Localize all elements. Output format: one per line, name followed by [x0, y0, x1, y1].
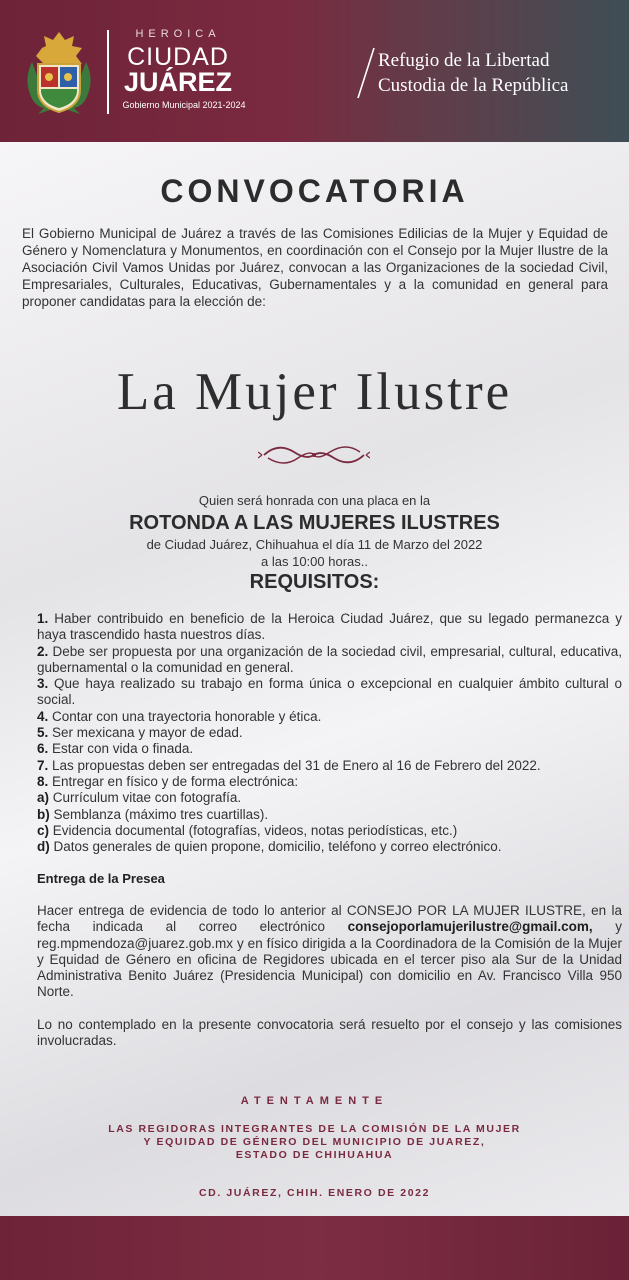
- list-item: [37, 790, 622, 806]
- delivery-heading: Entrega de la Presea: [37, 871, 165, 886]
- requirements-title: REQUISITOS:: [249, 571, 380, 593]
- motto-line-2: Custodia de la República: [378, 75, 569, 96]
- list-item: [37, 611, 622, 644]
- slash-divider-icon: [354, 46, 378, 100]
- ceremony-venue: ROTONDA A LAS MUJERES ILUSTRES: [129, 512, 500, 534]
- signature-line-3: ESTADO DE CHIHUAHUA: [235, 1149, 394, 1161]
- item-number: 5.: [37, 725, 49, 741]
- item-text: Ser mexicana y mayor de edad.: [52, 725, 243, 741]
- footer-band: [0, 1216, 629, 1280]
- award-title: La Mujer Ilustre: [116, 363, 513, 421]
- signature-line-1: LAS REGIDORAS INTEGRANTES DE LA COMISIÓN DE LA MUJER: [108, 1123, 521, 1135]
- brand-divider: [107, 30, 109, 114]
- header-banner: [0, 0, 629, 142]
- item-text: Haber contribuido en beneficio de la Heroica Ciudad Juárez, que su legado permanezca y haya trascendido hasta nuestros días.: [37, 611, 622, 643]
- requirements-list: [37, 611, 622, 855]
- ornament-flourish-icon: [258, 438, 370, 472]
- motto-line-1: Refugio de la Libertad: [378, 50, 550, 71]
- item-text: Evidencia documental (fotografías, videos, notas periodísticas, etc.): [52, 822, 458, 838]
- ceremony-time: a las 10:00 horas..: [261, 554, 368, 569]
- brand-subtitle: Gobierno Municipal 2021-2024: [122, 100, 246, 110]
- item-text: Que haya realizado su trabajo en forma única o excepcional en cualquier ámbito cultural o social.: [37, 676, 622, 708]
- list-item: [37, 725, 622, 741]
- item-letter: b): [37, 806, 50, 822]
- list-item: [37, 676, 622, 709]
- intro-paragraph: El Gobierno Municipal de Juárez a través de las Comisiones Edilicias de la Mujer y Equidad de Género y Nomenclatura y Monumentos, en coordinación con el Consejo por la Mujer Ilustre de la Asociación Civil Vamos Unidas por Juárez, convocan a las Organizaciones de la sociedad Civil, Empresariales, Culturales, Educativas, Gubernamentales y a la comunidad en general para proponer candidatas para la elección de:: [22, 226, 608, 309]
- brand-ciudad: CIUDAD: [127, 43, 229, 71]
- list-item: [37, 709, 622, 725]
- item-letter: d): [37, 839, 50, 855]
- item-text: Las propuestas deben ser entregadas del 31 de Enero al 16 de Febrero del 2022.: [52, 757, 541, 773]
- item-text: Contar con una trayectoria honorable y ética.: [52, 708, 322, 724]
- delivery-text-before: Hacer entrega de evidencia de todo lo anterior al CONSEJO POR LA MUJER ILUSTRE, en la fecha indicada al correo electrónico: [37, 903, 622, 935]
- item-letter: a): [37, 790, 50, 806]
- item-number: 2.: [37, 643, 49, 659]
- list-item: [37, 758, 622, 774]
- item-number: 1.: [37, 611, 49, 626]
- signature-line-2: Y EQUIDAD DE GÉNERO DEL MUNICIPIO DE JUAREZ,: [143, 1136, 486, 1148]
- list-item: [37, 839, 622, 855]
- page-title: CONVOCATORIA: [160, 173, 469, 209]
- signature-block: [40, 1123, 589, 1162]
- item-text: Currículum vitae con fotografía.: [52, 790, 242, 806]
- item-number: 6.: [37, 741, 49, 757]
- item-number: 8.: [37, 773, 49, 789]
- coat-of-arms-icon: [24, 28, 94, 116]
- item-number: 7.: [37, 757, 49, 773]
- signature-date: CD. JUÁREZ, CHIH. ENERO DE 2022: [198, 1187, 431, 1199]
- list-item: [37, 644, 622, 677]
- ceremony-line-1: Quien será honrada con una placa en la: [198, 493, 431, 508]
- item-text: Datos generales de quien propone, domicilio, teléfono y correo electrónico.: [53, 839, 502, 855]
- list-item: [37, 774, 622, 790]
- brand-heroica: HEROICA: [135, 28, 221, 40]
- item-text: Entregar en físico y de forma electrónica:: [52, 773, 299, 789]
- delivery-paragraph: [37, 903, 622, 1001]
- item-letter: c): [37, 822, 50, 838]
- brand-juarez: JUÁREZ: [123, 67, 232, 97]
- list-item: [37, 741, 622, 757]
- list-item: [37, 823, 622, 839]
- item-number: 4.: [37, 708, 49, 724]
- closing-paragraph: Lo no contemplado en la presente convocatoria será resuelto por el consejo y las comisiones involucradas.: [37, 1017, 622, 1049]
- item-text: Debe ser propuesta por una organización de la sociedad civil, empresarial, cultural, educativa, gubernamental o la comunidad en general.: [37, 643, 622, 675]
- salutation: ATENTAMENTE: [240, 1095, 389, 1107]
- delivery-email: consejoporlamujerilustre@gmail.com,: [347, 919, 593, 935]
- item-number: 3.: [37, 676, 49, 692]
- ceremony-date: de Ciudad Juárez, Chihuahua el día 11 de Marzo del 2022: [146, 537, 483, 552]
- header-motto: [378, 48, 618, 98]
- item-text: Estar con vida o finada.: [52, 741, 194, 757]
- item-text: Semblanza (máximo tres cuartillas).: [53, 806, 269, 822]
- list-item: [37, 807, 622, 823]
- delivery-text-after: y reg.mpmendoza@juarez.gob.mx y en físico dirigida a la Coordinadora de la Comisión de la Mujer y Equidad de Género en oficina de Regidores ubicada en el tercer piso ala Sur de la Unidad Administrativa Benito Juárez (Presidencia Municipal) con domicilio en Av. Francisco Villa 950 Norte.: [37, 919, 622, 1000]
